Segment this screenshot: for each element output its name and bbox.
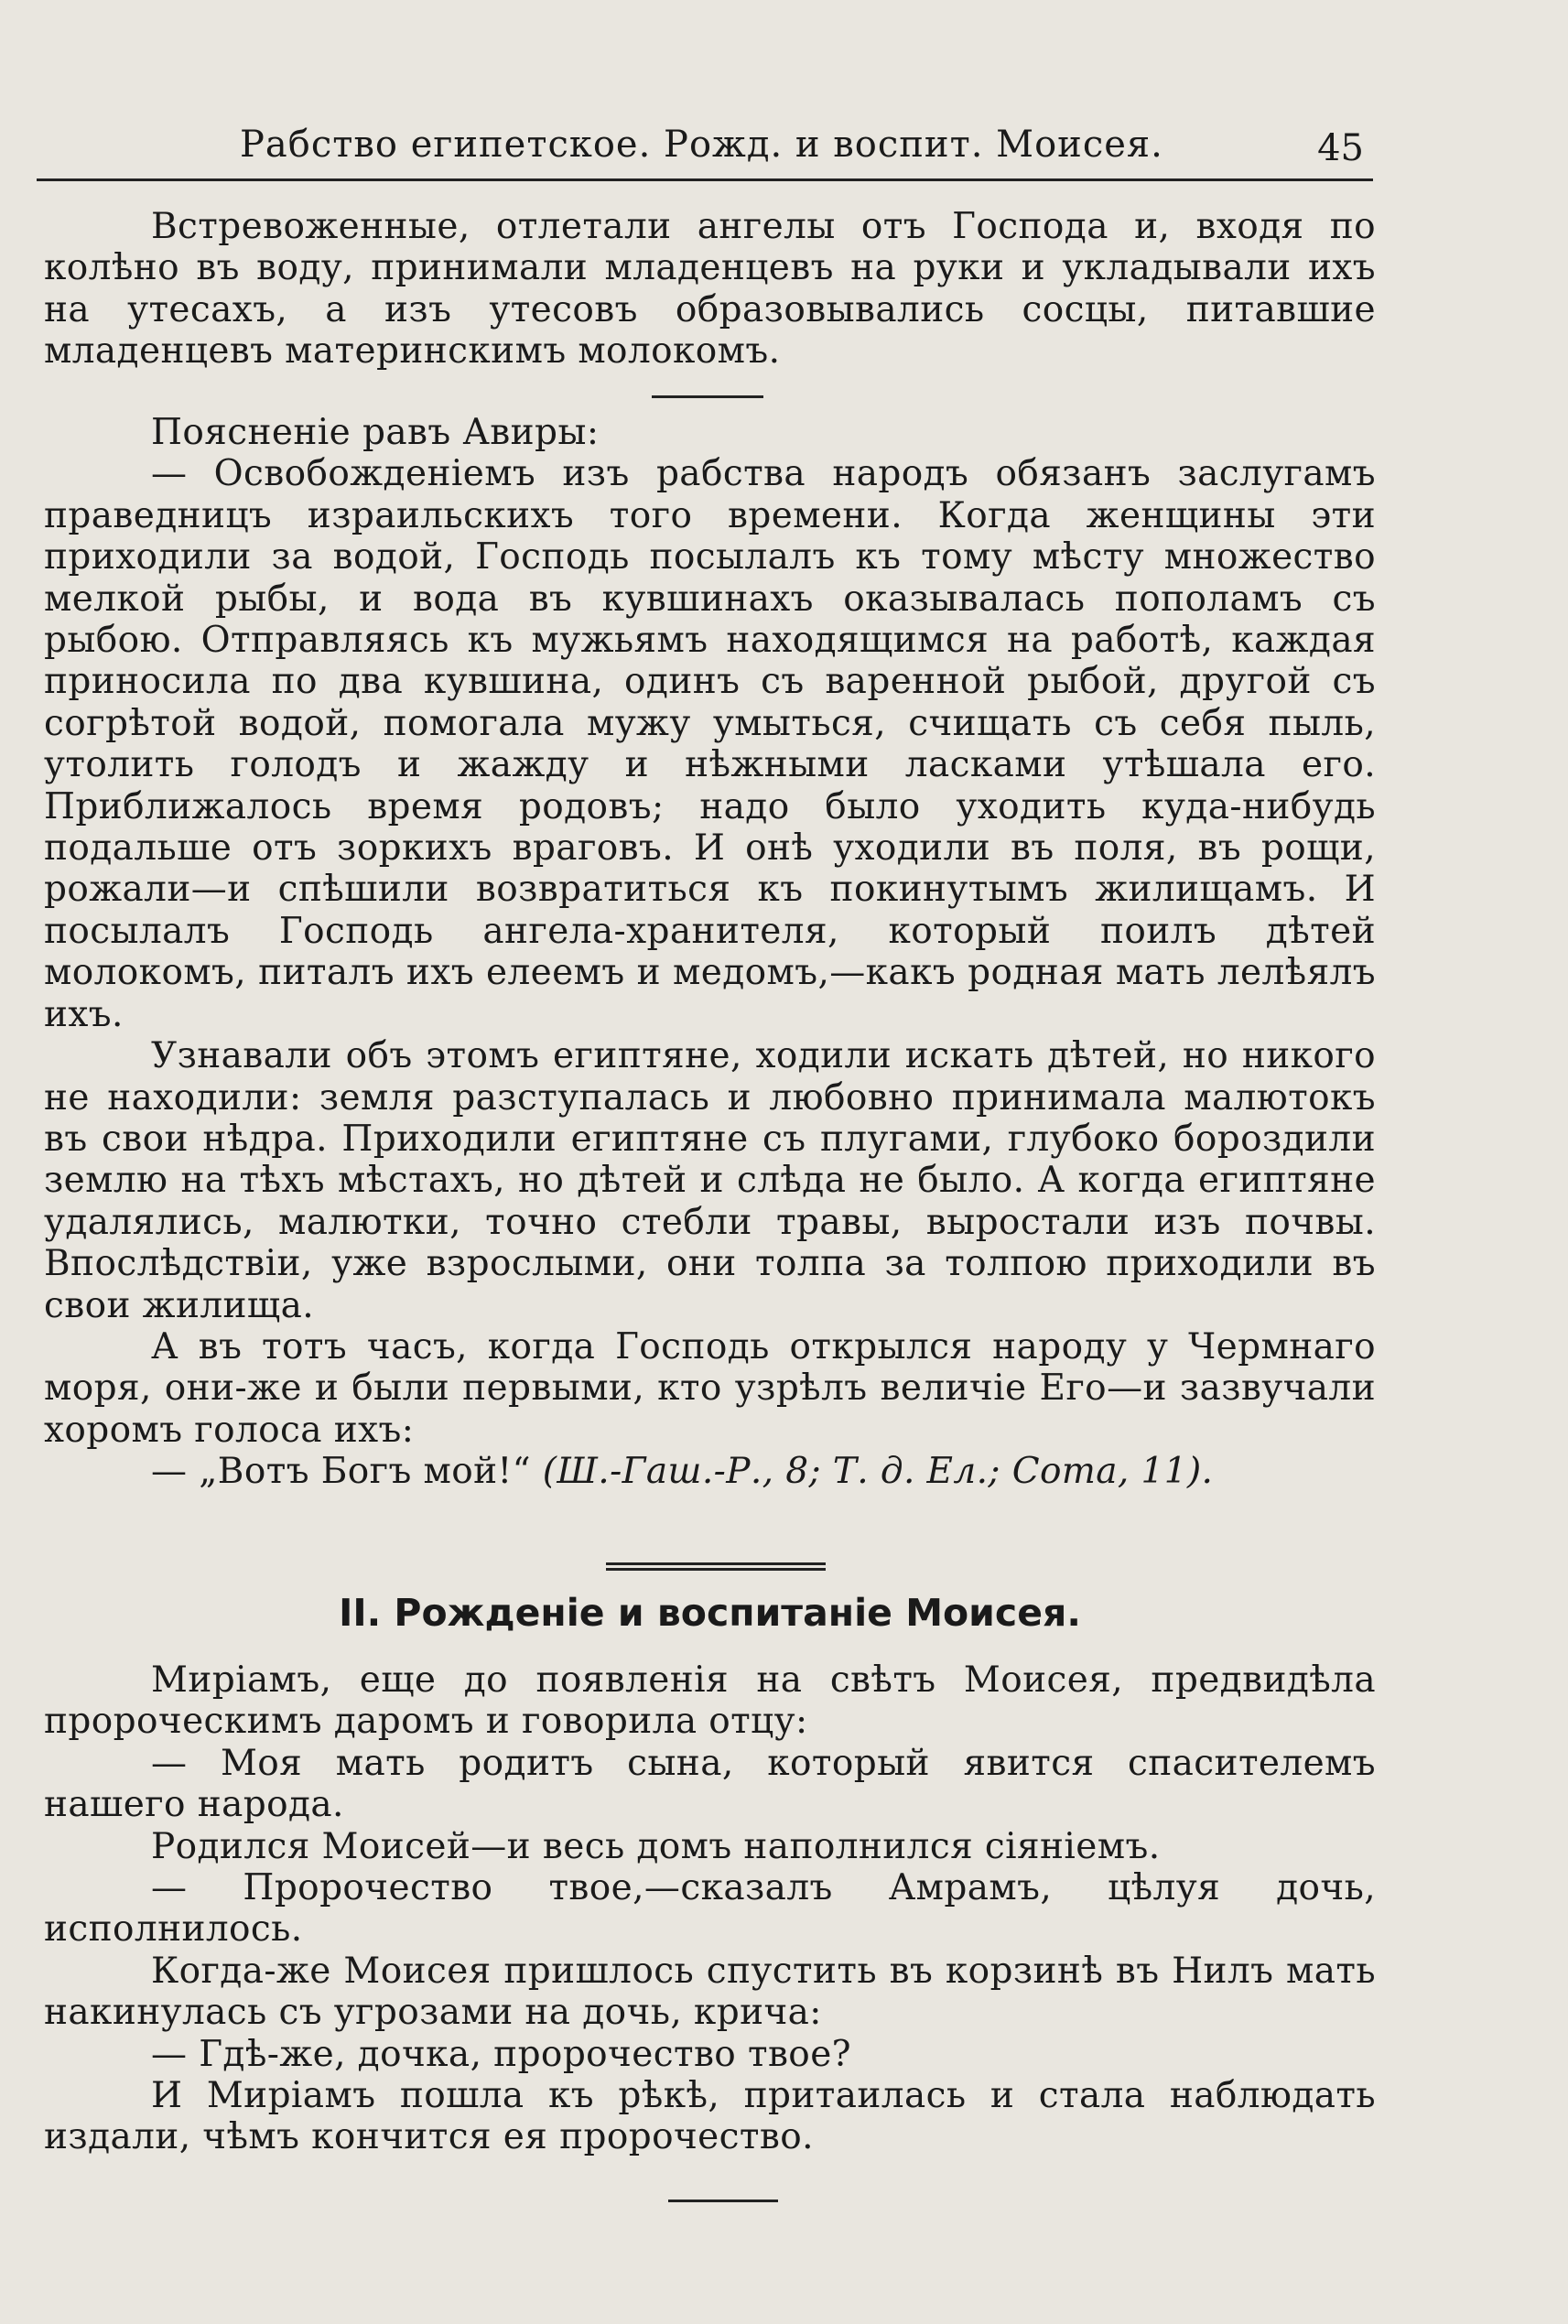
paragraph: — Освобожденіемъ изъ рабства народъ обязанъ заслугамъ праведницъ израильскихъ того времени. Когда женщины эти приходили за водой, Господь посылалъ къ тому мѣсту множество мелкой рыбы, и вода въ кувшинахъ оказывалась пополамъ съ рыбою. Отправляясь къ мужьямъ находящимся на работѣ, каждая приносила по два кувшина, одинъ съ варенной рыбой, другой съ согрѣтой водой, помогала мужу умыться, счищать съ себя пыль, утолить голодъ и жажду и нѣжными ласками утѣшала его. Приближалось время родовъ; надо было уходить куда-нибудь подальше отъ зоркихъ враговъ. И онѣ уходили въ поля, въ рощи, рожали—и спѣшили возвратиться къ покинутымъ жилищамъ. И посылалъ Господь ангела-хранителя, который поилъ дѣтей молокомъ, питалъ ихъ елеемъ и медомъ,—какъ родная мать лелѣялъ ихъ. [44, 453, 1376, 1035]
quote: — „Вотъ Богъ мой!“ [151, 1451, 531, 1493]
paragraph: И Миріамъ пошла къ рѣкѣ, притаилась и стала наблюдать издали, чѣмъ кончится ея пророчество. [44, 2075, 1376, 2158]
end-divider [668, 2200, 778, 2202]
running-title: Рабство египетское. Рожд. и воспит. Моисея. [240, 124, 1163, 166]
paragraph: — Моя мать родитъ сына, который явится спасителемъ нашего народа. [44, 1742, 1376, 1826]
paragraph: А въ тотъ часъ, когда Господь открылся народу у Чермнаго моря, они-же и были первыми, кто узрѣлъ величіе Его—и зазвучали хоромъ голоса ихъ: [44, 1325, 1376, 1451]
paragraph-intro: Поясненіе равъ Авиры: [151, 412, 600, 453]
text-block-1 [44, 206, 1376, 373]
paragraph: Когда-же Моисея пришлось спустить въ корзинѣ въ Нилъ мать накинулась съ угрозами на дочь, крича: [44, 1950, 1376, 2034]
paragraph: — Гдѣ-же, дочка, пророчество твое? [151, 2033, 851, 2075]
double-divider [606, 1562, 826, 1571]
paragraph: Встревоженные, отлетали ангелы отъ Господа и, входя по колѣно въ воду, принимали младенцевъ на руки и укладывали ихъ на утесахъ, а изъ утесовъ образовывались сосцы, питавшие младенцевъ материнскимъ молокомъ. [44, 206, 1376, 373]
citation: (Ш.-Гаш.-Р., 8; Т. д. Ел.; Сота, 11). [542, 1451, 1214, 1493]
running-header [37, 114, 1373, 181]
section-heading: II. Рожденіе и воспитаніе Моисея. [339, 1591, 1081, 1635]
section-divider [652, 395, 763, 398]
text-block-2 [44, 412, 1376, 1493]
paragraph: — Пророчество твое,—сказалъ Амрамъ, цѣлуя дочь, исполнилось. [44, 1867, 1376, 1951]
text-block-3 [44, 1659, 1376, 2158]
paragraph: Миріамъ, еще до появленія на свѣтъ Моисея, предвидѣла пророческимъ даромъ и говорила отцу: [44, 1659, 1376, 1743]
paragraph: Родился Моисей—и весь домъ наполнился сіяніемъ. [151, 1825, 1161, 1867]
quote-line [44, 1451, 1376, 1492]
page-number: 45 [1317, 127, 1364, 169]
paragraph: Узнавали объ этомъ египтяне, ходили искать дѣтей, но никого не находили: земля разступалась и любовно принимала малютокъ въ свои нѣдра. Приходили египтяне съ плугами, глубоко бороздили землю на тѣхъ мѣстахъ, но дѣтей и слѣда не было. А когда египтяне удалялись, малютки, точно стебли травы, выростали изъ почвы. Впослѣдствіи, уже взрослыми, они толпа за толпою приходили въ свои жилища. [44, 1035, 1376, 1326]
